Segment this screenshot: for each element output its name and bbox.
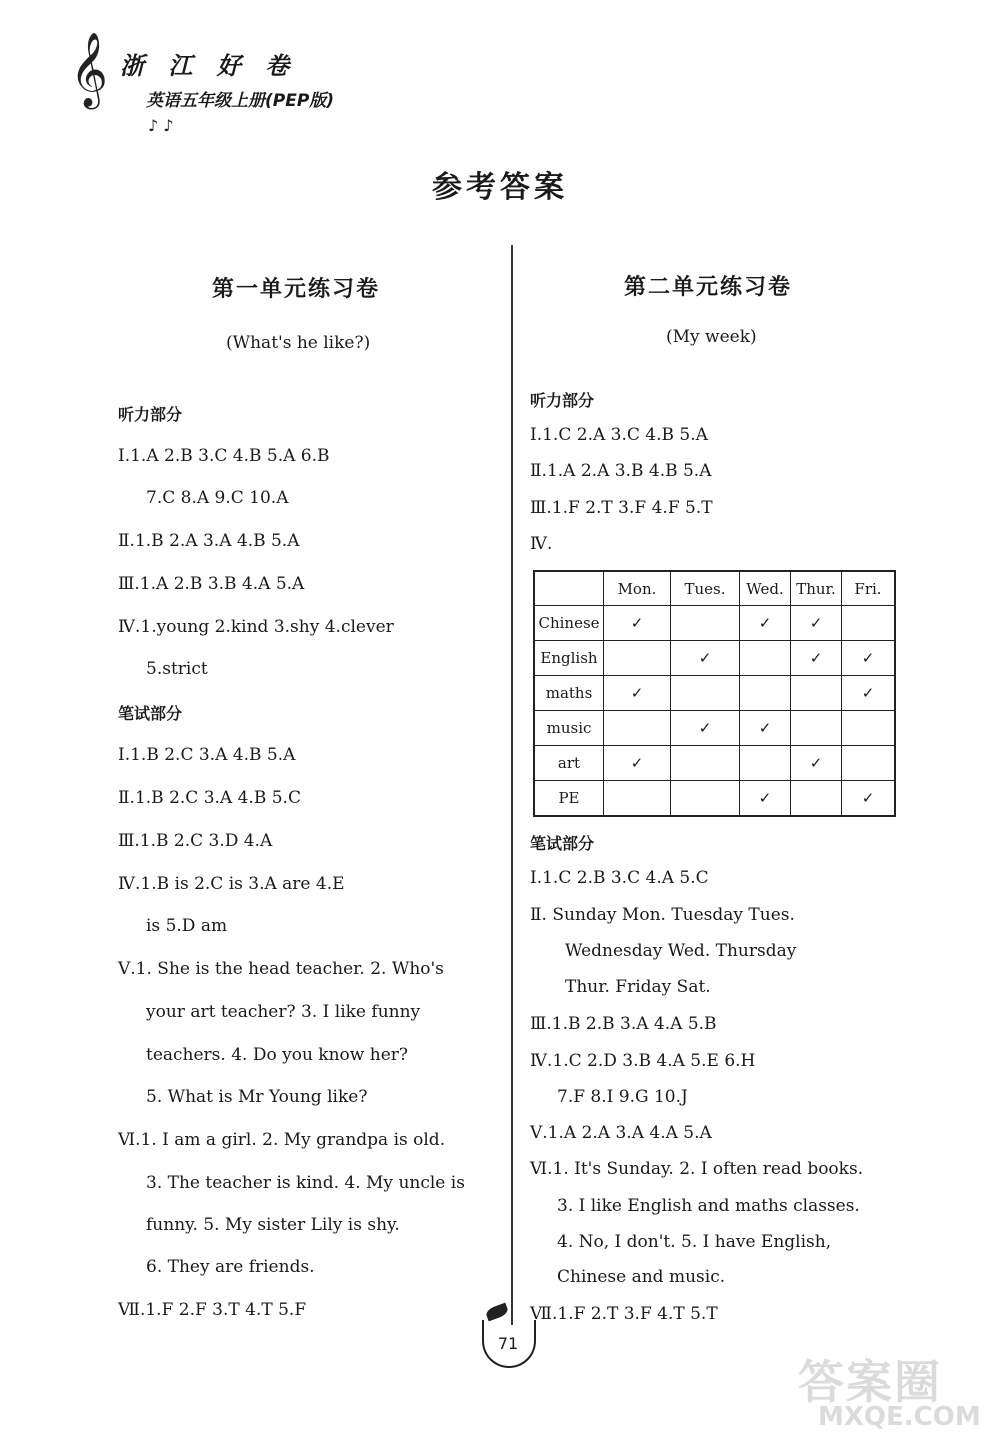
answer-line: 5. What is Mr Young like?	[146, 1087, 368, 1107]
answer-line: Ⅱ. Sunday Mon. Tuesday Tues.	[530, 905, 795, 925]
table-header-cell	[534, 571, 604, 606]
answer-line: funny. 5. My sister Lily is shy.	[146, 1215, 400, 1235]
check-cell: ✓	[604, 746, 671, 781]
answer-line: 3. The teacher is kind. 4. My uncle is	[146, 1173, 465, 1193]
left-writing-label: 笔试部分	[118, 704, 183, 723]
answer-line: Ⅲ.1.F 2.T 3.F 4.F 5.T	[530, 498, 713, 518]
right-unit-subtitle: (My week)	[666, 327, 757, 347]
answer-line: Thur. Friday Sat.	[565, 977, 711, 997]
check-cell: ✓	[791, 641, 842, 676]
left-listening-label: 听力部分	[118, 405, 183, 424]
check-cell	[604, 711, 671, 746]
check-cell	[842, 606, 896, 641]
check-cell	[842, 711, 896, 746]
table-row	[534, 606, 895, 641]
leaf-icon	[485, 1303, 510, 1322]
music-clef-icon: 𝄞	[70, 33, 108, 107]
answer-line: Ⅱ.1.A 2.A 3.B 4.B 5.A	[530, 461, 712, 481]
check-cell: ✓	[671, 711, 740, 746]
left-unit-subtitle: (What's he like?)	[226, 333, 371, 353]
left-unit-title: 第一单元练习卷	[212, 277, 381, 302]
check-cell	[740, 746, 791, 781]
answer-line: Ⅶ.1.F 2.T 3.F 4.T 5.T	[530, 1304, 718, 1324]
check-cell	[671, 746, 740, 781]
answer-line: Ⅰ.1.C 2.B 3.C 4.A 5.C	[530, 868, 709, 888]
page-number-badge	[478, 1302, 538, 1372]
table-row	[534, 641, 895, 676]
answer-line: Ⅱ.1.B 2.A 3.A 4.B 5.A	[118, 531, 300, 551]
subject-cell: maths	[534, 676, 604, 711]
check-cell: ✓	[604, 606, 671, 641]
answer-line: Ⅳ.1.young 2.kind 3.shy 4.clever	[118, 617, 394, 637]
answer-line: 4. No, I don't. 5. I have English,	[557, 1232, 832, 1252]
right-writing-label: 笔试部分	[530, 834, 595, 853]
answer-line: Chinese and music.	[557, 1267, 726, 1287]
check-cell	[604, 641, 671, 676]
table-row	[534, 746, 895, 781]
check-cell: ✓	[791, 746, 842, 781]
table-header-cell: Tues.	[671, 571, 740, 606]
check-cell: ✓	[740, 711, 791, 746]
subject-cell: PE	[534, 781, 604, 817]
table-header-cell: Fri.	[842, 571, 896, 606]
answer-line: Ⅳ.	[530, 534, 553, 554]
page-title: 参考答案	[432, 170, 568, 205]
answer-line: is 5.D am	[146, 916, 228, 936]
subject-cell: music	[534, 711, 604, 746]
book-header	[60, 33, 380, 135]
check-cell: ✓	[740, 606, 791, 641]
check-cell	[791, 711, 842, 746]
table-header-row	[534, 571, 895, 606]
book-subtitle: 英语五年级上册(PEP版)	[146, 91, 335, 111]
answer-line: Ⅲ.1.A 2.B 3.B 4.A 5.A	[118, 574, 305, 594]
answer-line: Ⅰ.1.B 2.C 3.A 4.B 5.A	[118, 745, 296, 765]
table-header-cell: Thur.	[791, 571, 842, 606]
check-cell: ✓	[791, 606, 842, 641]
right-unit-title: 第二单元练习卷	[624, 275, 793, 300]
check-cell	[604, 781, 671, 817]
check-cell	[671, 781, 740, 817]
answer-line: Ⅰ.1.A 2.B 3.C 4.B 5.A 6.B	[118, 446, 330, 466]
answer-line: Ⅱ.1.B 2.C 3.A 4.B 5.C	[118, 788, 301, 808]
answer-line: Wednesday Wed. Thursday	[565, 941, 797, 961]
answer-line: Ⅳ.1.B is 2.C is 3.A are 4.E	[118, 874, 345, 894]
answer-line: Ⅲ.1.B 2.C 3.D 4.A	[118, 831, 273, 851]
check-cell	[671, 606, 740, 641]
watermark-url: MXQE.COM	[818, 1402, 981, 1432]
answer-line: 7.C 8.A 9.C 10.A	[146, 488, 289, 508]
music-notes-icon: ♪ ♪	[148, 116, 174, 135]
table-row	[534, 781, 895, 817]
answer-line: Ⅴ.1.A 2.A 3.A 4.A 5.A	[530, 1123, 712, 1143]
check-cell: ✓	[842, 641, 896, 676]
subject-cell: Chinese	[534, 606, 604, 641]
answer-line: 6. They are friends.	[146, 1257, 315, 1277]
subject-cell: art	[534, 746, 604, 781]
watermark-logo-text: 答案圈	[798, 1355, 942, 1409]
check-cell: ✓	[604, 676, 671, 711]
table-row	[534, 711, 895, 746]
answer-line: Ⅳ.1.C 2.D 3.B 4.A 5.E 6.H	[530, 1051, 756, 1071]
answer-line: Ⅲ.1.B 2.B 3.A 4.A 5.B	[530, 1014, 717, 1034]
answer-line: Ⅵ.1. I am a girl. 2. My grandpa is old.	[118, 1130, 446, 1150]
answer-line: Ⅵ.1. It's Sunday. 2. I often read books.	[530, 1159, 864, 1179]
check-cell	[791, 781, 842, 817]
answer-line: Ⅴ.1. She is the head teacher. 2. Who's	[118, 959, 444, 979]
table-header-cell: Mon.	[604, 571, 671, 606]
check-cell	[791, 676, 842, 711]
right-listening-label: 听力部分	[530, 391, 595, 410]
column-divider	[511, 245, 513, 1325]
table-header-cell: Wed.	[740, 571, 791, 606]
weekly-schedule-table	[533, 570, 896, 817]
answer-line: teachers. 4. Do you know her?	[146, 1045, 408, 1065]
check-cell: ✓	[740, 781, 791, 817]
brand-title: 浙 江 好 卷	[120, 52, 298, 80]
check-cell	[842, 746, 896, 781]
check-cell	[740, 641, 791, 676]
check-cell: ✓	[842, 781, 896, 817]
answer-line: 3. I like English and maths classes.	[557, 1196, 860, 1216]
answer-line: 7.F 8.I 9.G 10.J	[557, 1087, 688, 1107]
answer-line: 5.strict	[146, 659, 208, 679]
check-cell: ✓	[842, 676, 896, 711]
table-row	[534, 676, 895, 711]
subject-cell: English	[534, 641, 604, 676]
answer-line: Ⅰ.1.C 2.A 3.C 4.B 5.A	[530, 425, 708, 445]
check-cell	[740, 676, 791, 711]
page-number: 71	[497, 1334, 519, 1353]
answer-line: Ⅶ.1.F 2.F 3.T 4.T 5.F	[118, 1300, 307, 1320]
watermark	[788, 1346, 988, 1436]
check-cell	[671, 676, 740, 711]
check-cell: ✓	[671, 641, 740, 676]
answer-line: your art teacher? 3. I like funny	[146, 1002, 421, 1022]
